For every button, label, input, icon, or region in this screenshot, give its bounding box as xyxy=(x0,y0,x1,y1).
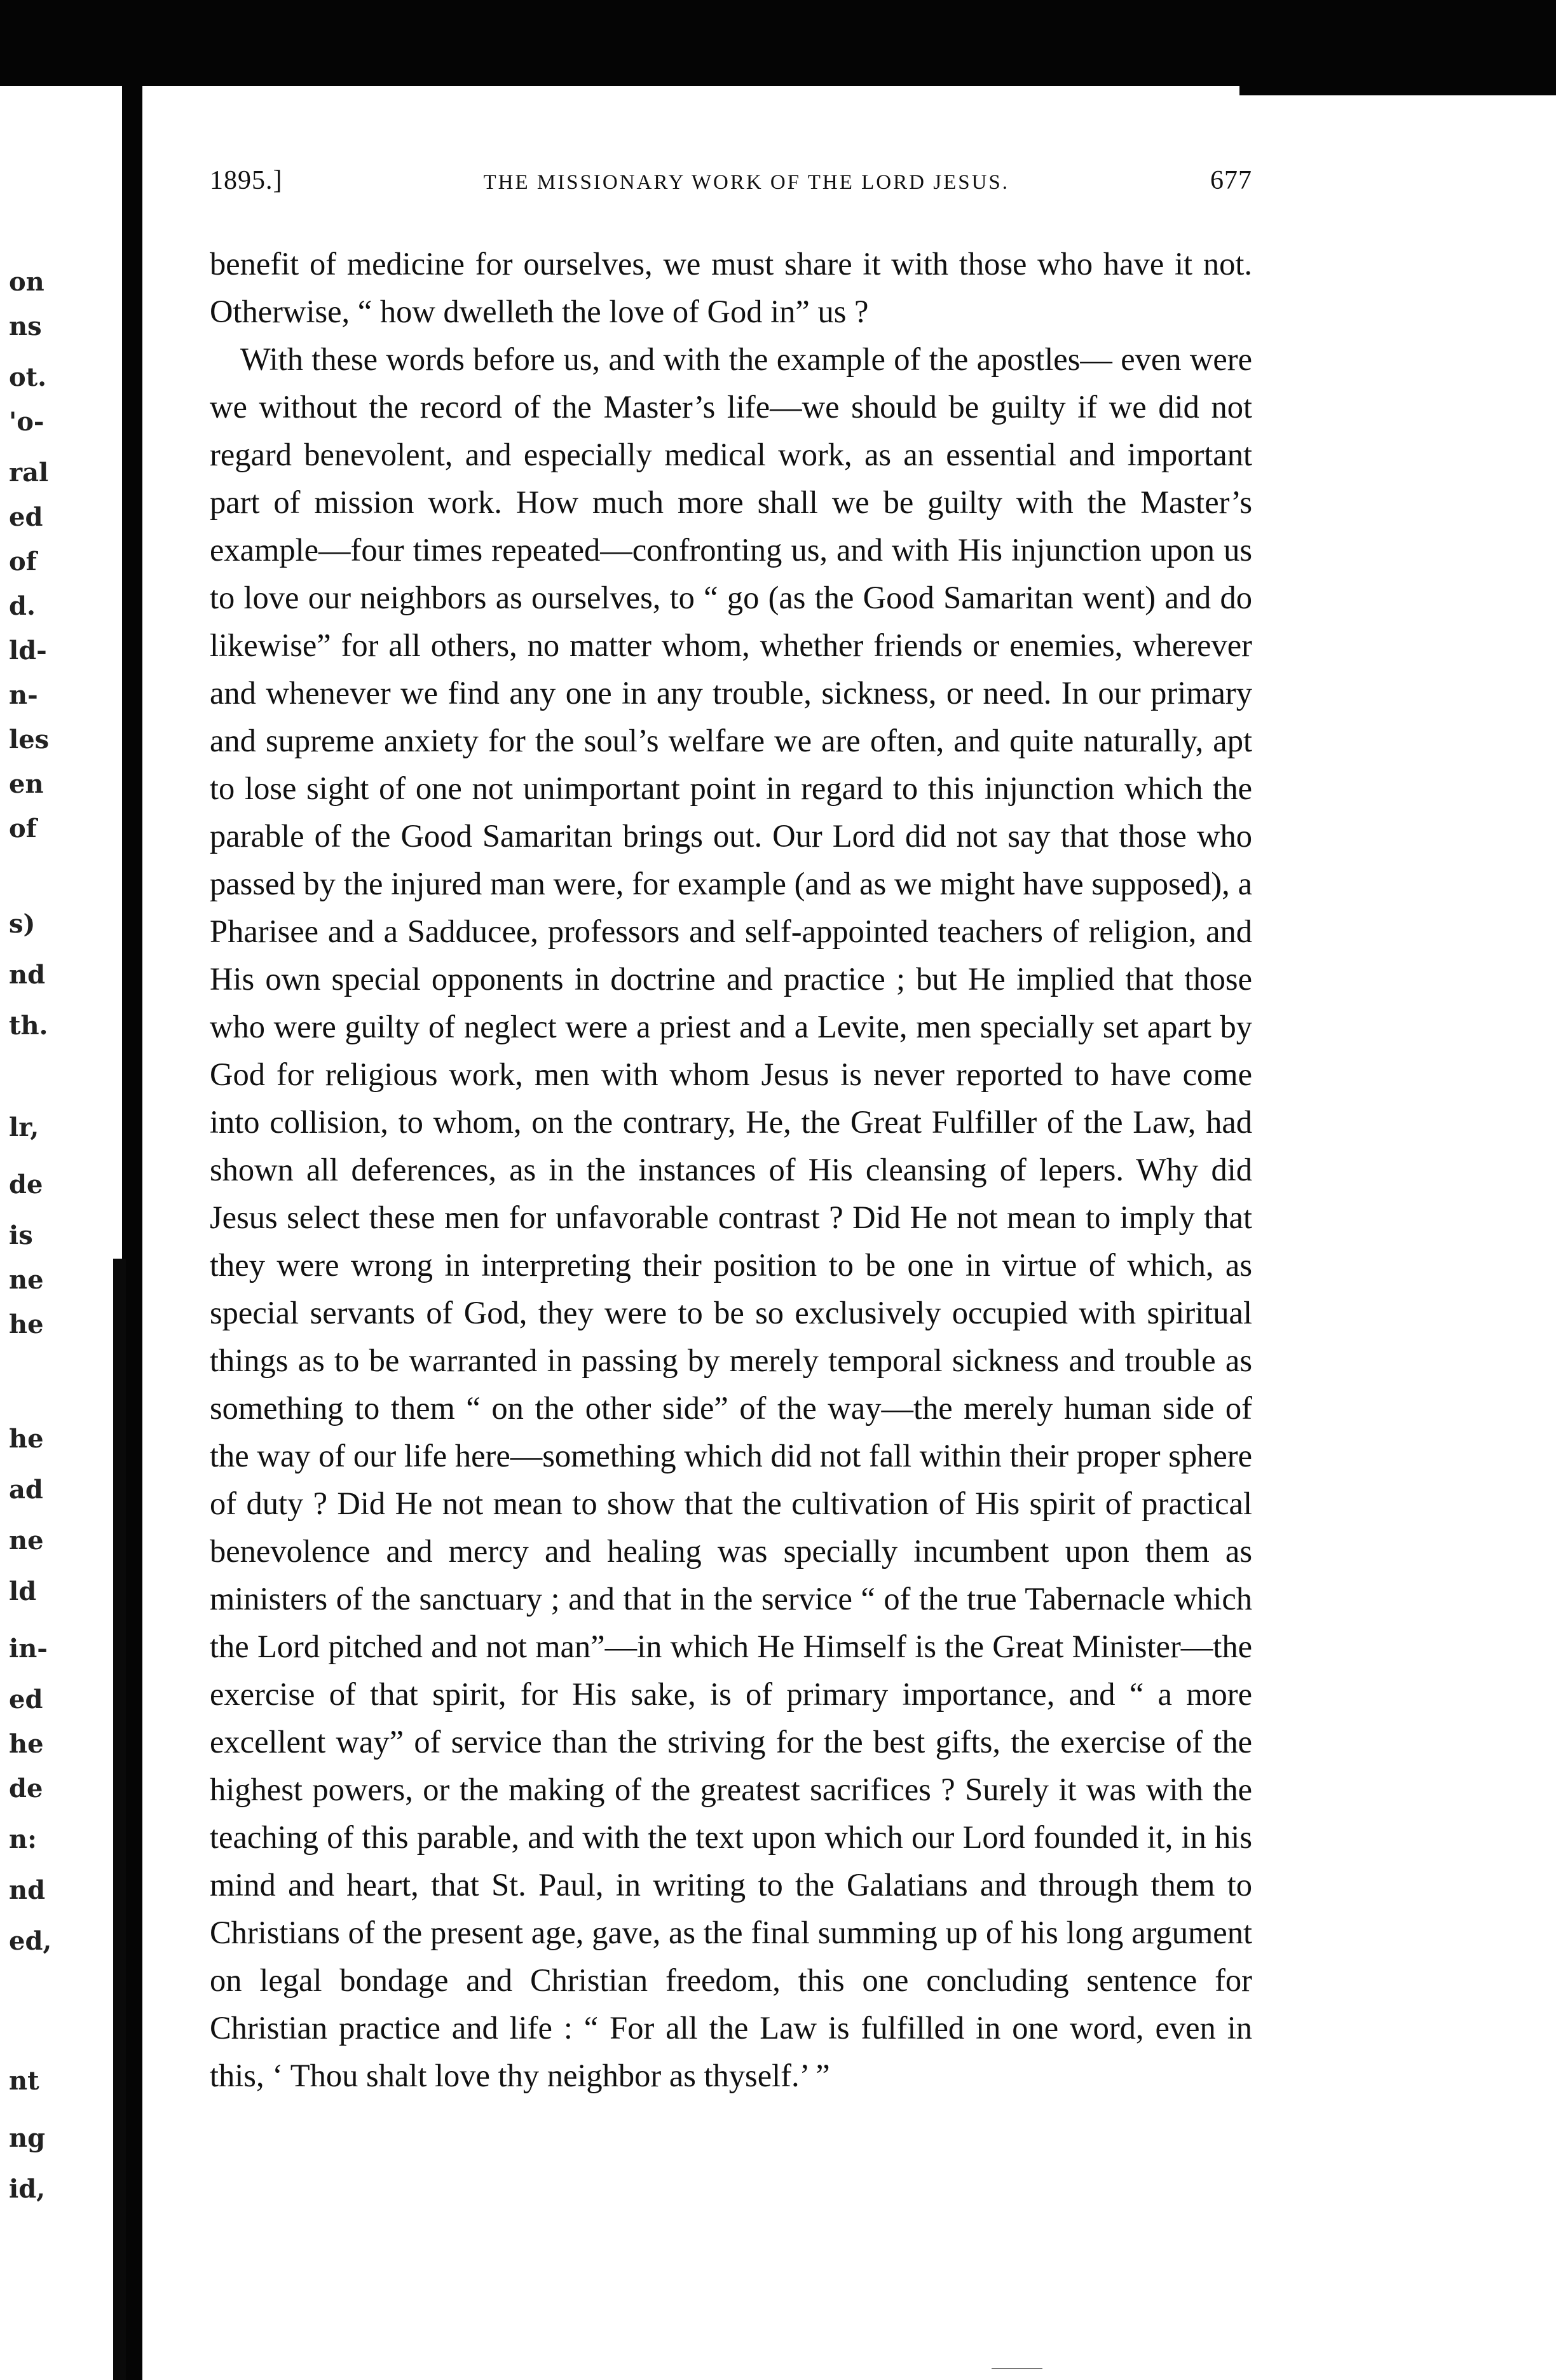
header-year: 1895.] xyxy=(210,166,283,195)
page-number: 677 xyxy=(1210,166,1252,195)
running-head xyxy=(210,165,1252,222)
facing-page-fragment: ng xyxy=(9,2123,46,2153)
paragraph-2: With these words before us, and with the example of the apostles— even were we without the record of the Master’s life—we should be guilty if we did not regard benevolent, and especially medical work, as an essential and important part of mission work. How much more shall we be guilty with the Master’s example—four times repeated—confronting us, and with His injunction upon us to love our neighbors as ourselves, to “ go (as the Good Samaritan went) and do likewise” for all others, no matter whom, whether friends or enemies, wherever and whenever we find any one in any trouble, sickness, or need. In our primary and supreme anxiety for the soul’s welfare we are often, and quite naturally, apt to lose sight of one not unimportant point in regard to this injunction which the parable of the Good Samaritan brings out. Our Lord did not say that those who passed by the injured man were, for example (and as we might have supposed), a Pharisee and a Sadducee, professors and self-appointed teachers of religion, and His own special opponents in doctrine and practice ; but He implied that those who were guilty of neglect were a priest and a Levite, men specially set apart by God for religious work, men with whom Jesus is never reported to have come into collision, to whom, on the contrary, He, the Great Fulfiller of the Law, had shown all deferences, as in the instances of His cleansing of lepers. Why did Jesus select these men for unfavorable contrast ? Did He not mean to imply that they were wrong in interpreting their position to be one in virtue of which, as special servants of God, they were to be so exclusively occupied with spiritual things as to be warranted in passing by merely temporal sickness and trouble as something to them “ on the other side” of the way—the merely human side of the way of our life here—something which did not fall within their proper sphere of duty ? Did He not mean to show that the cultivation of His spirit of practical benevolence and mercy and healing was specially incumbent upon them as ministers of the sanctuary ; and that in the service “ of the true Tabernacle which the Lord pitched and not man”—in which He Himself is the Great Minister—the exercise of that spirit, for His sake, is of primary importance, and “ a more excellent way” of service than the striving for the best gifts, the exercise of the highest powers, or the making of the greatest sacrifices ? Surely it was with the teaching of this parable, and with the text upon which our Lord founded it, in his mind and heart, that St. Paul, in writing to the Galatians and through them to Christians of the present age, gave, as the final summing up of his long argument on legal bondage and Christian freedom, this one concluding sentence for Christian practice and life : “ For all the Law is fulfilled in one word, even in this, ‘ Thou shalt love thy neighbor as thyself.’ ” xyxy=(210,341,1252,2093)
facing-page-fragment: ld xyxy=(9,1576,37,1606)
facing-page-fragment: nd xyxy=(9,1875,46,1905)
facing-page-fragment: he xyxy=(9,1424,44,1454)
facing-page-fragment: ed, xyxy=(9,1926,52,1956)
facing-page-fragment: de xyxy=(9,1774,43,1803)
facing-page-fragment: nd xyxy=(9,960,46,990)
scan-top-border xyxy=(0,0,1556,86)
facing-page-fragment: s) xyxy=(9,909,36,939)
book-page xyxy=(210,165,1252,2100)
facing-page-fragments xyxy=(0,178,111,2339)
facing-page-fragment: n- xyxy=(9,680,38,710)
facing-page-fragment: ed xyxy=(9,1685,43,1714)
facing-page-fragment: id, xyxy=(9,2174,46,2204)
scan-binding-shadow-lower xyxy=(113,1259,126,2380)
facing-page-fragment: he xyxy=(9,1310,44,1339)
facing-page-fragment: n: xyxy=(9,1824,37,1854)
facing-page-fragment: les xyxy=(9,725,50,755)
paragraph-1: benefit of medicine for ourselves, we must share it with those who have it not. Otherwise, “ how dwelleth the love of God in” us ? xyxy=(210,246,1252,329)
facing-page-fragment: 'o- xyxy=(9,407,44,437)
facing-page-fragment: in- xyxy=(9,1634,48,1664)
facing-page-fragment: nt xyxy=(9,2066,39,2096)
facing-page-fragment: de xyxy=(9,1170,43,1200)
facing-page-fragment: of xyxy=(9,547,37,577)
facing-page-fragment: ed xyxy=(9,502,43,532)
facing-page-fragment: lr, xyxy=(9,1112,39,1142)
facing-page-fragment: on xyxy=(9,267,44,297)
facing-page-fragment: en xyxy=(9,769,44,799)
facing-page-fragment: ot. xyxy=(9,362,47,392)
scan-artifact-line xyxy=(992,2368,1042,2369)
facing-page-fragment: ral xyxy=(9,458,49,488)
facing-page-fragment: of xyxy=(9,814,37,844)
body-text xyxy=(210,240,1252,2100)
facing-page-fragment: ld- xyxy=(9,636,47,666)
facing-page-fragment: ns xyxy=(9,311,42,341)
facing-page-fragment: th. xyxy=(9,1011,48,1041)
facing-page-fragment: ad xyxy=(9,1475,43,1505)
facing-page-fragment: is xyxy=(9,1221,33,1250)
facing-page-fragment: ne xyxy=(9,1265,44,1295)
header-title: THE MISSIONARY WORK OF THE LORD JESUS. xyxy=(483,171,1010,194)
facing-page-fragment: he xyxy=(9,1729,44,1759)
facing-page-fragment: ne xyxy=(9,1526,44,1556)
facing-page-fragment: d. xyxy=(9,591,36,621)
